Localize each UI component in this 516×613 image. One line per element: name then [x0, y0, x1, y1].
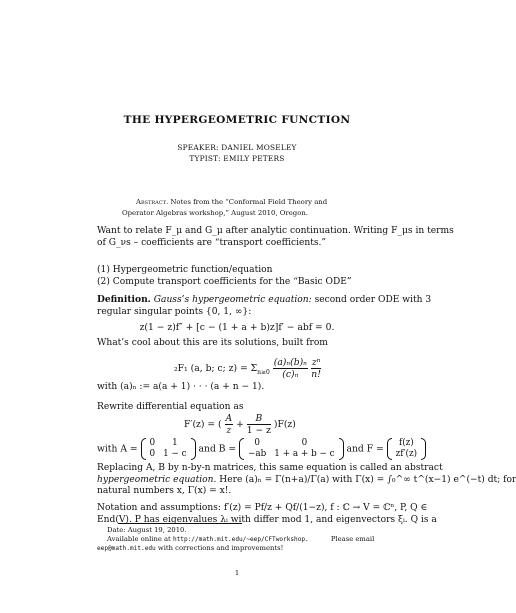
series-lhs: ₂F₁ (a, b; c; z) = Σ [174, 363, 258, 375]
list-item-1: (1) Hypergeometric function/equation [97, 265, 273, 275]
task-list [97, 265, 352, 288]
footnote [97, 526, 387, 554]
b-fraction: $\frac{B}{1 - z}$ [246, 413, 271, 437]
series-coefficient: $\frac{\text{(a)ₙ(b)ₙ}}{\text{(c)ₙ}}$ [273, 357, 307, 381]
page-number: 1 [234, 569, 240, 577]
system-rhs: )F(z) [273, 419, 296, 431]
footnote-available: Available online at [107, 535, 171, 544]
footnote-please: Please email [330, 535, 375, 544]
replacing-line-3: natural numbers x, Γ(x) = x!. [97, 486, 232, 496]
system-equation: F′(z) = ( $\frac{A}{z}$ + $\frac{B}{1 - z}$ )F(z) [184, 413, 296, 437]
replacing-line-2: Here (a)ₙ = Γ(n+a)/Γ(a) with Γ(x) = ∫₀^∞ t^(x−1) e^(−t) dt; for [219, 474, 516, 485]
footnote-rule [118, 523, 242, 524]
series-index: n≥0 [257, 369, 270, 377]
a-fraction: $\frac{A}{z}$ [225, 413, 233, 437]
rewrite-line: Rewrite differential equation as [97, 402, 244, 412]
pochhammer-definition: with (a)ₙ := a(a + 1) · · · (a + n − 1). [97, 382, 265, 392]
abstract-text: Notes from the “Conformal Field Theory and Operator Algebras workshop,” August 2010, Oregon. [122, 198, 328, 217]
definition-label: Definition. [97, 294, 151, 305]
definition [97, 294, 432, 318]
email-link[interactable]: eep@math.mit.edu [97, 545, 156, 553]
list-item-2: (2) Compute transport coefficients for the “Basic ODE” [97, 276, 352, 287]
vector-f: f(z) zf′(z) [387, 438, 426, 460]
and-f-label: and F = [346, 443, 384, 455]
abstract-label: Abstract. [136, 198, 169, 206]
footnote-date: Date: August 19, 2010. [107, 526, 187, 534]
workshop-link[interactable]: http://math.mit.edu/~eep/CFTworkshop. [172, 536, 309, 544]
definition-term: Gauss’s hypergeometric equation: [153, 295, 312, 305]
definition-rest: second order ODE with 3 [314, 295, 432, 305]
gauss-equation: z(1 − z)f″ + [c − (1 + a + b)z]f′ − abf = 0. [139, 322, 335, 333]
and-b-label: and B = [198, 443, 237, 455]
paper-title: THE HYPERGEOMETRIC FUNCTION [123, 114, 351, 126]
matrix-definitions [97, 438, 426, 460]
typist-line: TYPIST: EMILY PETERS [189, 154, 285, 163]
replacing-term: hypergeometric equation. [97, 474, 217, 485]
matrix-b: 0 0 −ab 1 + a + b − c [239, 438, 344, 460]
replacing-paragraph [97, 463, 516, 498]
cool-line: What’s cool about this are its solutions, built from [97, 338, 328, 348]
intro-paragraph [97, 226, 454, 249]
speaker-line: SPEAKER: DANIEL MOSELEY [177, 143, 297, 152]
abstract [122, 197, 358, 218]
intro-line-2: of G_νs – coefficients are “transport coefficients.” [97, 237, 327, 248]
matrix-a: 0 1 0 1 − c [141, 438, 196, 460]
intro-line-1: Want to relate F_μ and G_μ after analytic continuation. Writing F_μs in terms [97, 226, 454, 236]
notation-line-1: Notation and assumptions: f′(z) = Pf/z + Qf/(1−z), f : ℂ → V = ℂⁿ, P, Q ∈ [97, 503, 428, 513]
notation-line-2: End(V). P has eigenvalues λᵢ with differ mod 1, and eigenvectors ξᵢ. Q is a [97, 514, 437, 525]
replacing-line-1: Replacing A, B by n-by-n matrices, this same equation is called an abstract [97, 463, 443, 473]
with-a-label: with A = [97, 443, 138, 455]
system-lhs: F′(z) = ( [184, 419, 222, 431]
footnote-corrections: with corrections and improvements! [157, 544, 284, 553]
definition-line-2: regular singular points {0, 1, ∞}: [97, 306, 252, 317]
series-power: $\frac{\text{zⁿ}}{n!}$ [311, 357, 321, 381]
hypergeometric-series [174, 358, 321, 379]
